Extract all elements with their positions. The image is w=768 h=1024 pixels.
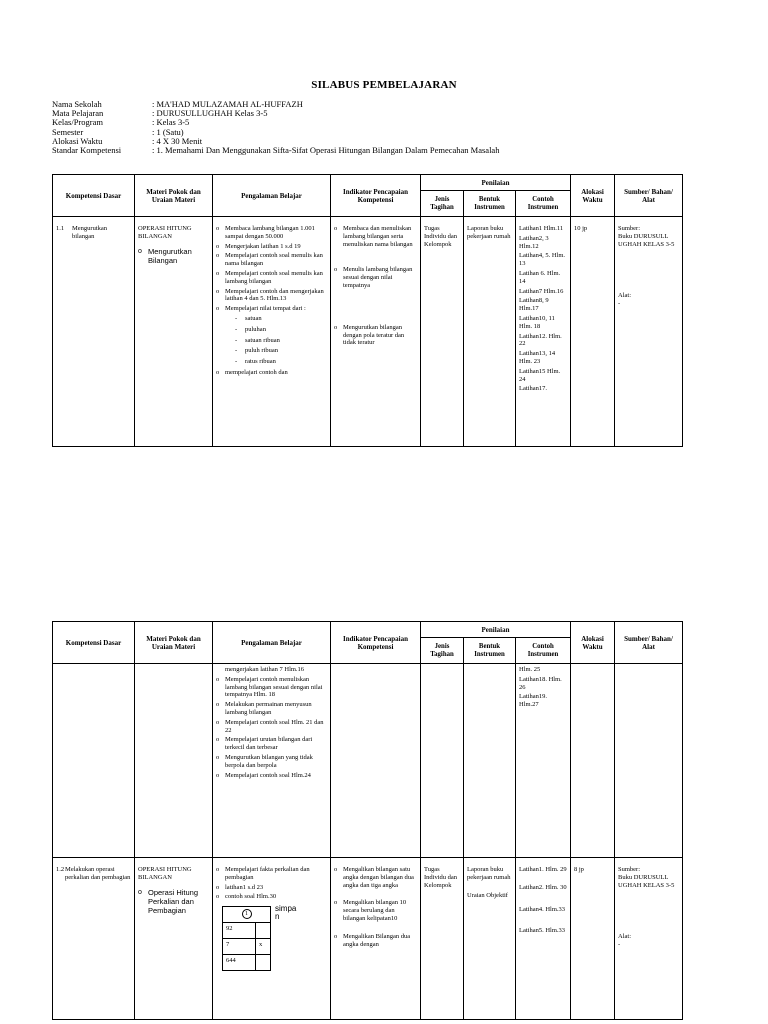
list-item: o Mengalikan bilangan 10 secara berulang dan bilangan kelipatan10 xyxy=(334,899,417,922)
list-item: - satuan ribuan xyxy=(235,337,327,345)
sumber-label: Sumber: xyxy=(618,225,641,232)
alat-label: Alat: xyxy=(618,933,631,941)
example-row: 92 xyxy=(223,923,256,939)
header-materi: Materi Pokok dan Uraian Materi xyxy=(135,622,213,664)
list-item: o Mengerjakan latihan 1 s.d 19 xyxy=(216,243,327,251)
list-item: Latihan13, 14 Hlm. 23 xyxy=(519,350,556,365)
list-item: Latihan8, 9 Hlm.17 xyxy=(519,297,549,313)
info-value: : MA'HAD MULAZAMAH AL-HUFFAZH xyxy=(152,99,303,109)
materi-heading: OPERASI HITUNG BILANGAN xyxy=(138,225,192,240)
materi-subitem: o Operasi Hitung Perkalian dan Pembagian xyxy=(138,888,209,915)
syllabus-table-1 xyxy=(52,174,683,447)
info-value: : 4 X 30 Menit xyxy=(152,135,203,146)
jenis-tagihan: Tugas Individu dan Kelompok xyxy=(424,225,458,248)
header-bentuk: Bentuk Instrumen xyxy=(464,191,516,217)
list-item: Latihan1 Hlm.11 xyxy=(519,225,564,232)
list-item: o Mempelajari contoh menuliskan lambang bilangan sesuai dengan nilai tempatnya Hlm. 18 xyxy=(216,676,327,699)
alat-text: - xyxy=(618,300,621,308)
list-item: - puluhan xyxy=(235,326,327,334)
list-item: o Mempelajari contoh soal menulis kan lambang bilangan xyxy=(216,270,327,286)
materi-subitem: o Mengurutkan Bilangan xyxy=(138,247,209,265)
materi-heading: OPERASI HITUNG BILANGAN xyxy=(138,866,192,881)
kd-text: Mengurutkan bilangan xyxy=(72,225,108,240)
list-item: Latihan4. Hlm.33 xyxy=(519,905,566,913)
list-item: Latihan15 Hlm. 24 xyxy=(519,367,561,383)
list-item: o Mengurutkan bilangan dengan pola teratur dan tidak teratur xyxy=(334,324,417,347)
list-item: o Membaca lambang bilangan 1.001 sampai dengan 50.000 xyxy=(216,225,327,241)
school-info xyxy=(52,100,499,155)
header-contoh: Contoh Instrumen xyxy=(516,191,571,217)
header-alokasi: Alokasi Waktu xyxy=(571,622,615,664)
header-contoh: Contoh Instrumen xyxy=(516,638,571,664)
list-item: Latihan18. Hlm. 26 xyxy=(519,675,562,691)
info-key: Kelas/Program xyxy=(52,117,103,128)
alokasi-waktu: 8 jp xyxy=(574,866,584,873)
list-item: o Menulis lambang bilangan sesuai dengan nilai tempatnya xyxy=(334,266,417,289)
list-item: Latihan4, 5. Hlm. 13 xyxy=(519,252,566,268)
sumber-text: Buku DURUSULL UGHAH KELAS 3-5 xyxy=(618,232,675,248)
header-kompetensi: Kompetensi Dasar xyxy=(53,175,135,217)
list-item: o mempelajari contoh dan xyxy=(216,369,327,377)
document-title: SILABUS PEMBELAJARAN xyxy=(311,79,457,91)
kd-number: 1.2 xyxy=(56,866,65,873)
table-row xyxy=(53,858,683,1020)
sumber-text: Buku DURUSULL UGHAH KELAS 3-5 xyxy=(618,873,675,889)
info-key: Standar Kompetensi xyxy=(52,145,122,156)
header-sumber: Sumber/ Bahan/ Alat xyxy=(615,175,683,217)
list-item: o Mempelajari contoh soal menulis kan nama bilangan xyxy=(216,252,327,268)
table-row xyxy=(53,664,683,858)
multiplication-example xyxy=(222,906,271,971)
example-row: 7 xyxy=(223,939,256,955)
list-item: - satuan xyxy=(235,315,327,323)
list-item: o Mempelajari fakta perkalian dan pembagian xyxy=(216,866,327,882)
info-key: Nama Sekolah xyxy=(52,99,102,109)
list-item: Latihan12. Hlm. 22 xyxy=(519,332,562,348)
alat-text: - xyxy=(618,941,621,949)
header-sumber: Sumber/ Bahan/ Alat xyxy=(615,622,683,664)
header-penilaian: Penilaian xyxy=(421,622,571,638)
list-item: Latihan5. Hlm.33 xyxy=(519,927,566,935)
contoh-instrumen xyxy=(516,664,571,858)
bentuk-instrumen: Laporan buku pekerjaan rumah xyxy=(467,225,511,240)
list-item: Latihan7 Hlm.16 xyxy=(519,287,564,295)
multiply-sign: x xyxy=(256,939,271,955)
info-value: : 1. Memahami Dan Menggunakan Sifta-Sifat Operasi Hitungan Bilangan Dalam Pemecahan Masalah xyxy=(152,145,500,156)
header-pengalaman: Pengalaman Belajar xyxy=(213,175,331,217)
contoh-instrumen xyxy=(516,217,571,447)
header-bentuk: Bentuk Instrumen xyxy=(464,638,516,664)
header-kompetensi: Kompetensi Dasar xyxy=(53,622,135,664)
info-value: : DURUSULLUGHAH Kelas 3-5 xyxy=(152,108,268,119)
list-item: o Mempelajari urutan bilangan dari terkecil dan terbesar xyxy=(216,736,327,752)
list-item: mengerjakan latihan 7 Hlm.16 xyxy=(225,666,305,673)
list-item: Latihan19. Hlm.27 xyxy=(519,693,547,709)
info-key: Semester xyxy=(52,126,84,137)
list-item: Latihan17. xyxy=(519,385,547,393)
list-item: Latihan2, 3 Hlm.12 xyxy=(519,234,549,250)
nilai-tempat-list xyxy=(235,315,327,366)
header-alokasi: Alokasi Waktu xyxy=(571,175,615,217)
indikator-list xyxy=(334,225,417,347)
syllabus-table-2 xyxy=(52,621,683,1020)
list-item: - puluh ribuan xyxy=(235,347,327,355)
list-item: Latihan2. Hlm. 30 xyxy=(519,883,567,891)
list-item: - ratus ribuan xyxy=(235,358,327,366)
carry-circle: 1 xyxy=(242,909,252,919)
header-pengalaman: Pengalaman Belajar xyxy=(213,622,331,664)
bentuk-instrumen: Laporan buku pekerjaan rumah xyxy=(467,866,511,881)
kd-number: 1.1 xyxy=(56,225,65,232)
list-item: o Mempelajari contoh soal Hlm. 21 dan 22 xyxy=(216,719,327,735)
example-row: 644 xyxy=(223,955,256,971)
list-item: Latihan 6. Hlm. 14 xyxy=(519,269,561,285)
bentuk-instrumen-2: Uraian Objektif xyxy=(467,891,508,899)
kd-text: Melakukan operasi perkalian dan pembagian xyxy=(65,866,131,881)
list-item: o Mengalikan Bilangan dua angka dengan xyxy=(334,933,417,949)
simpan-label: simpa n xyxy=(275,904,297,921)
info-value: : 1 (Satu) xyxy=(152,126,184,137)
alat-label: Alat: xyxy=(618,292,631,300)
header-penilaian: Penilaian xyxy=(421,175,571,191)
list-item: o Mempelajari contoh soal Hlm.24 xyxy=(216,772,327,780)
list-item: Hlm. 25 xyxy=(519,666,541,673)
pengalaman-list xyxy=(216,225,327,377)
table-row xyxy=(53,217,683,447)
indikator-list xyxy=(334,866,417,948)
list-item: o Membaca dan menuliskan lambang bilangan serta menuliskan nama bilangan xyxy=(334,225,417,248)
pengalaman-list xyxy=(216,666,327,779)
header-jenis: Jenis Tagihan xyxy=(421,638,464,664)
list-item: Latihan1. Hlm. 29 xyxy=(519,866,567,873)
list-item: o contoh soal Hlm.30 xyxy=(216,893,327,901)
list-item: o Mengurutkan bilangan yang tidak berpola dan berpola xyxy=(216,754,327,770)
header-indikator: Indikator Pencapaian Kompetensi xyxy=(331,175,421,217)
alokasi-waktu: 10 jp xyxy=(574,225,588,232)
sumber-label: Sumber: xyxy=(618,866,641,873)
info-key: Alokasi Waktu xyxy=(52,135,103,146)
header-jenis: Jenis Tagihan xyxy=(421,191,464,217)
list-item: Latihan10, 11 Hlm. 18 xyxy=(519,314,555,330)
contoh-instrumen xyxy=(516,858,571,1020)
list-item xyxy=(216,305,327,366)
list-item: o Mempelajari contoh dan mengerjakan latihan 4 dan 5. Hlm.13 xyxy=(216,288,327,304)
pengalaman-list xyxy=(216,866,327,901)
header-indikator: Indikator Pencapaian Kompetensi xyxy=(331,622,421,664)
list-item: o latihan1 s.d 23 xyxy=(216,884,327,892)
list-item: o Melakukan permainan menyusun lambang bilangan xyxy=(216,701,327,717)
info-value: : Kelas 3-5 xyxy=(152,117,190,128)
header-materi: Materi Pokok dan Uraian Materi xyxy=(135,175,213,217)
jenis-tagihan: Tugas Individu dan Kelompok xyxy=(424,866,458,889)
info-key: Mata Pelajaran xyxy=(52,108,104,119)
list-item-text: Mempelajari nilai tempat dari : xyxy=(225,305,306,313)
list-item: o Mengalikan bilangan satu angka dengan bilangan dua angka dan tiga angka xyxy=(334,866,417,889)
